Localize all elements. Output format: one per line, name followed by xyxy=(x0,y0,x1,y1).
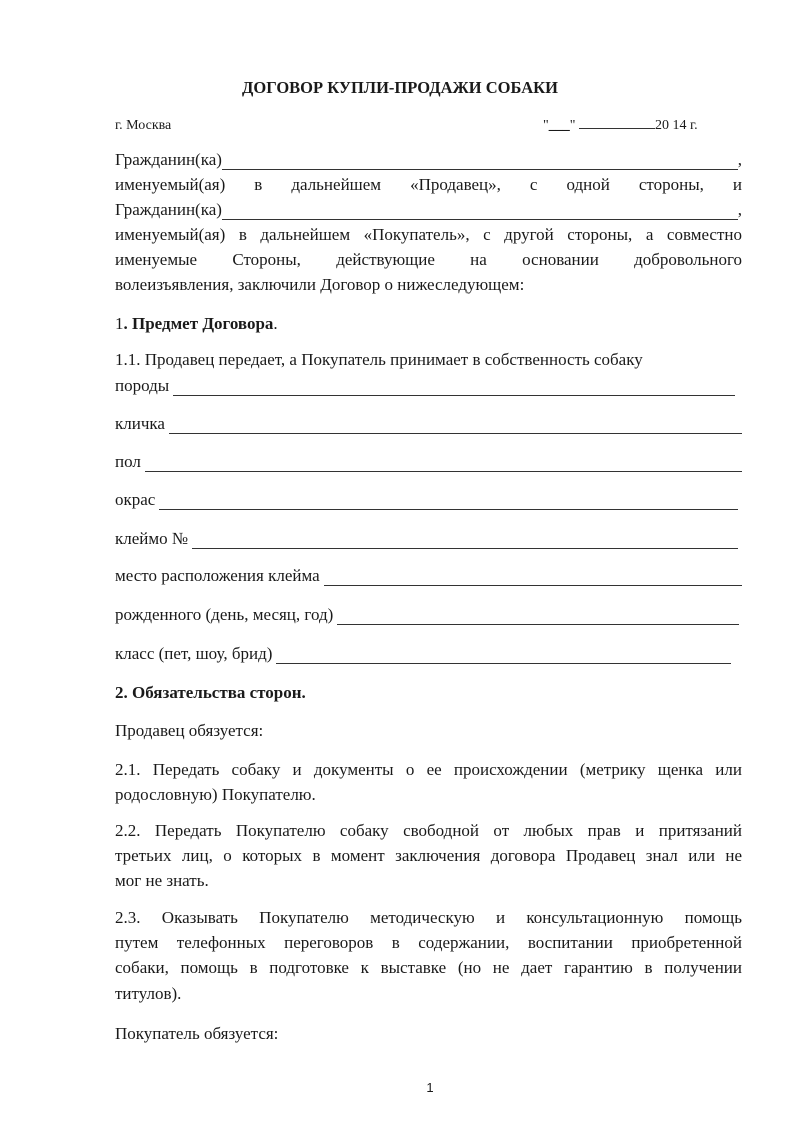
citizen1-line xyxy=(115,150,742,170)
buyer-obligations-intro: Покупатель обязуется: xyxy=(115,1024,279,1043)
section2-heading: 2. Обязательства сторон. xyxy=(115,683,306,702)
field-label: класс (пет, шоу, брид) xyxy=(115,644,273,663)
date-line xyxy=(543,116,743,136)
field-sex xyxy=(115,452,742,472)
clause-2-2-line: мог не знать. xyxy=(115,871,209,890)
date-quote: " xyxy=(569,118,576,133)
field-blank[interactable] xyxy=(337,609,739,625)
preamble-line: именуемые Стороны, действующие на основании добровольного xyxy=(115,250,742,269)
field-blank[interactable] xyxy=(173,380,735,396)
citizen2-label: Гражданин(ка) xyxy=(115,200,222,219)
field-blank[interactable] xyxy=(192,533,738,549)
clause-1-1: 1.1. Продавец передает, а Покупатель принимает в собственность собаку xyxy=(115,350,643,369)
seller-obligations-intro: Продавец обязуется: xyxy=(115,721,264,740)
citizen1-label: Гражданин(ка) xyxy=(115,150,222,169)
field-name xyxy=(115,414,742,434)
comma: , xyxy=(737,150,742,169)
clause-2-1-line: 2.1. Передать собаку и документы о ее происхождении (метрику щенка или xyxy=(115,760,742,779)
clause-2-1-line: родословную) Покупателю. xyxy=(115,785,316,804)
city: г. Москва xyxy=(115,118,172,133)
field-blank[interactable] xyxy=(324,570,742,586)
citizen2-line xyxy=(115,200,742,220)
field-label: рожденного (день, месяц, год) xyxy=(115,605,334,624)
field-blank[interactable] xyxy=(276,648,731,664)
field-class xyxy=(115,644,731,664)
field-blank[interactable] xyxy=(159,494,738,510)
field-label: пол xyxy=(115,452,141,471)
clause-2-3-line: 2.3. Оказывать Покупателю методическую и консультационную помощь xyxy=(115,908,742,927)
field-birth-date xyxy=(115,605,739,625)
field-label: кличка xyxy=(115,414,165,433)
field-color xyxy=(115,490,738,510)
page-number: 1 xyxy=(426,1080,434,1095)
field-label: окрас xyxy=(115,490,156,509)
citizen2-blank[interactable] xyxy=(222,204,738,220)
field-brand-number xyxy=(115,529,738,549)
clause-2-3-line: титулов). xyxy=(115,984,182,1003)
preamble-line: именуемый(ая) в дальнейшем «Покупатель», с другой стороны, а совместно xyxy=(115,225,742,244)
preamble-line: волеизъявления, заключили Договор о нижеследующем: xyxy=(115,275,525,294)
clause-2-3-line: собаки, помощь в подготовке к выставке (но не дает гарантию в получении xyxy=(115,958,742,977)
preamble-line: именуемый(ая) в дальнейшем «Продавец», с одной стороны, и xyxy=(115,175,742,194)
citizen1-blank[interactable] xyxy=(222,154,738,170)
date-quote: " xyxy=(543,118,549,133)
field-label: клеймо № xyxy=(115,529,189,548)
field-brand-location xyxy=(115,566,742,586)
comma: , xyxy=(737,200,742,219)
clause-2-2-line: 2.2. Передать Покупателю собаку свободной от любых прав и притязаний xyxy=(115,821,742,840)
field-blank[interactable] xyxy=(145,456,742,472)
field-blank[interactable] xyxy=(169,418,742,434)
section1-heading xyxy=(115,314,742,334)
clause-2-2-line: третьих лиц, о которых в момент заключения договора Продавец знал или не xyxy=(115,846,742,865)
section-number: 1 xyxy=(115,314,124,333)
section-title: . Предмет Договора xyxy=(123,314,274,333)
field-label: место расположения клейма xyxy=(115,566,320,585)
document-title: ДОГОВОР КУПЛИ-ПРОДАЖИ СОБАКИ xyxy=(242,78,558,97)
date-year: 20 14 г. xyxy=(654,118,698,133)
field-breed xyxy=(115,376,735,396)
field-label: породы xyxy=(115,376,170,395)
clause-2-3-line: путем телефонных переговоров в содержании, воспитании приобретенной xyxy=(115,933,742,952)
date-day-blank[interactable]: ___ xyxy=(548,118,570,133)
date-month-blank[interactable] xyxy=(579,116,655,129)
dot: . xyxy=(273,314,278,333)
